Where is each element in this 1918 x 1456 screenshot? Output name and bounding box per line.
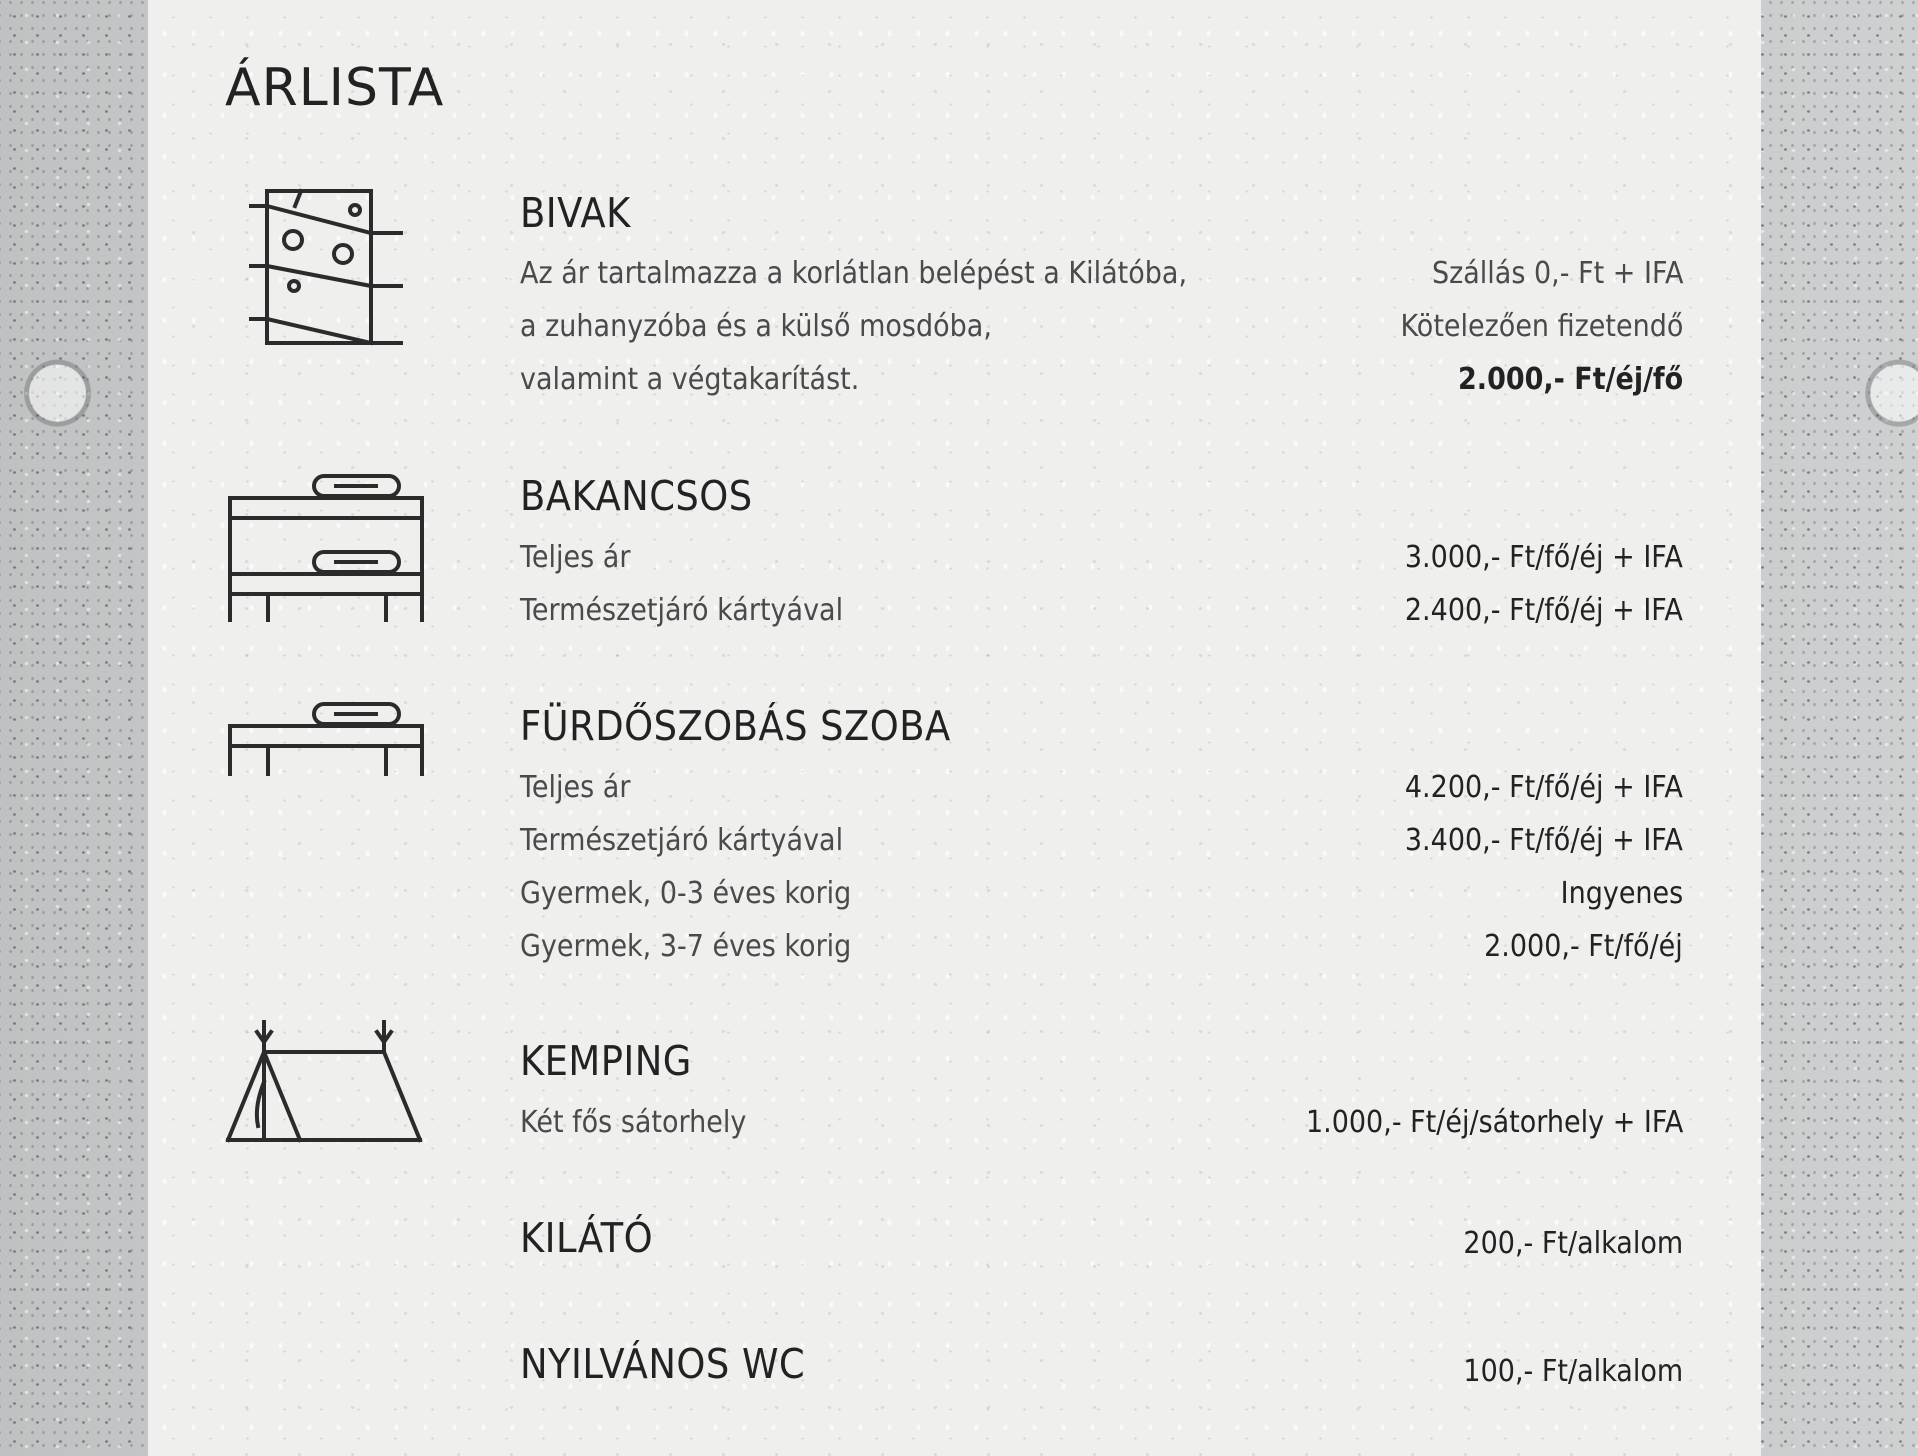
price-row (520, 256, 1683, 296)
section-title-wc: NYILVÁNOS WC (520, 1340, 806, 1388)
bunk-bed-icon (226, 473, 426, 623)
price-value: 200,- Ft/alkalom (1463, 1226, 1683, 1261)
price-value: 4.200,- Ft/fő/éj + IFA (1405, 770, 1683, 805)
price-row (520, 309, 1683, 349)
section-title-furdoszobas: FÜRDŐSZOBÁS SZOBA (520, 702, 951, 750)
price-value: 2.000,- Ft/éj/fő (1457, 362, 1683, 397)
price-row (520, 593, 1683, 633)
price-label: valamint a végtakarítást. (520, 362, 860, 397)
price-label: Természetjáró kártyával (520, 823, 844, 858)
price-row (520, 770, 1683, 810)
price-row (520, 1354, 1683, 1394)
price-value: Ingyenes (1560, 876, 1683, 911)
price-row (520, 876, 1683, 916)
price-label: Gyermek, 0-3 éves korig (520, 876, 852, 911)
price-value: Szállás 0,- Ft + IFA (1431, 256, 1683, 291)
price-row (520, 1105, 1683, 1145)
price-row (520, 1226, 1683, 1266)
price-label: Két fős sátorhely (520, 1105, 747, 1140)
price-value: 3.400,- Ft/fő/éj + IFA (1405, 823, 1683, 858)
tent-icon (224, 1022, 424, 1146)
price-value: 1.000,- Ft/éj/sátorhely + IFA (1305, 1105, 1683, 1140)
price-value: 2.000,- Ft/fő/éj (1484, 929, 1683, 964)
price-label: Teljes ár (520, 770, 631, 805)
price-value: 2.400,- Ft/fő/éj + IFA (1405, 593, 1683, 628)
price-value: 100,- Ft/alkalom (1463, 1354, 1683, 1389)
page-title: ÁRLISTA (225, 58, 445, 118)
price-label: Az ár tartalmazza a korlátlan belépést a Kilátóba, (520, 256, 1188, 291)
price-label: Gyermek, 3-7 éves korig (520, 929, 852, 964)
price-value: 3.000,- Ft/fő/éj + IFA (1405, 540, 1683, 575)
price-row (520, 362, 1683, 402)
section-title-bakancsos: BAKANCSOS (520, 472, 753, 520)
price-row (520, 540, 1683, 580)
price-label: Teljes ár (520, 540, 631, 575)
price-label: Természetjáró kártyával (520, 593, 844, 628)
price-row (520, 929, 1683, 969)
price-label: a zuhanyzóba és a külső mosdóba, (520, 309, 992, 344)
price-row (520, 823, 1683, 863)
section-title-kemping: KEMPING (520, 1037, 692, 1085)
section-title-bivak: BIVAK (520, 189, 631, 237)
bed-icon (226, 701, 426, 777)
price-value: Kötelezően fizetendő (1400, 309, 1683, 344)
climbing-wall-icon (245, 188, 405, 348)
section-title-kilato: KILÁTÓ (520, 1214, 654, 1262)
